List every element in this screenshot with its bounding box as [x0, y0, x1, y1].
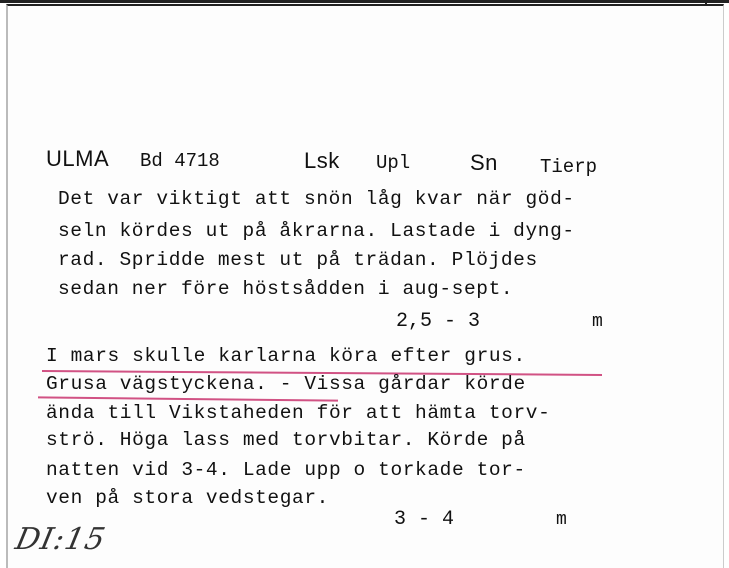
sn-label: Sn: [470, 150, 498, 175]
text-line: ven på stora vedstegar.: [46, 487, 329, 509]
text-line: Det var viktigt att snön låg kvar när göd-: [58, 188, 575, 210]
lsk-value: Upl: [376, 152, 411, 174]
text-line: Grusa vägstyckena. - Vissa gårdar körde: [46, 373, 526, 395]
lsk-label: Lsk: [304, 148, 340, 173]
depth-measure: 3 - 4: [394, 508, 455, 531]
unit-label: m: [556, 510, 567, 530]
text-line: sedan ner före höstsådden i aug-sept.: [58, 278, 514, 300]
bd-number: Bd 4718: [140, 150, 220, 172]
sn-value: Tierp: [540, 156, 598, 178]
archive-code: ULMA: [46, 146, 110, 171]
depth-measure: 2,5 - 3: [396, 310, 481, 333]
text-line: natten vid 3-4. Lade upp o torkade tor-: [46, 459, 526, 481]
text-line: I mars skulle karlarna köra efter grus.: [46, 345, 526, 367]
text-line: strö. Höga lass med torvbitar. Körde på: [46, 429, 526, 451]
text-line: rad. Spridde mest ut på trädan. Plöjdes: [58, 249, 538, 271]
unit-label: m: [592, 312, 603, 332]
text-line: seln kördes ut på åkrarna. Lastade i dyng-: [58, 220, 575, 242]
card-top-edge: [0, 0, 729, 3]
text-line: ända till Vikstaheden för att hämta torv-: [46, 402, 551, 424]
handwritten-annotation: DI:15: [12, 522, 109, 557]
